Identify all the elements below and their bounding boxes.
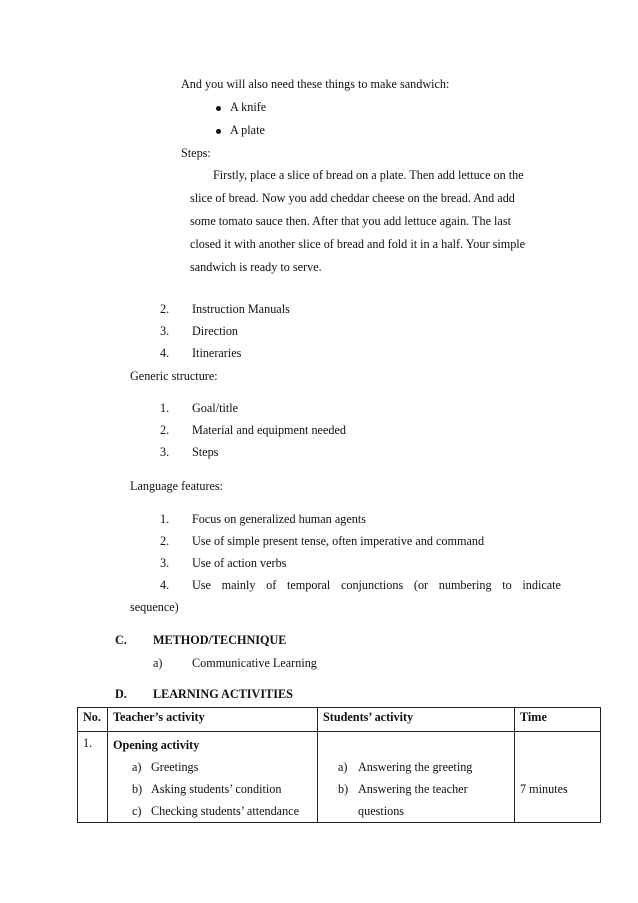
table-row — [78, 732, 601, 823]
bullet-icon — [216, 129, 221, 134]
bullet-icon — [216, 106, 221, 111]
item-text: Checking students’ attendance — [151, 804, 300, 818]
header-students-activity: Students’ activity — [318, 708, 515, 732]
header-no: No. — [78, 708, 108, 732]
word: mainly — [221, 578, 256, 592]
item-text: Answering the teacher — [358, 782, 468, 796]
item-letter: b) — [132, 782, 143, 796]
item-letter: b) — [338, 782, 349, 796]
intro-line: And you will also need these things to make sandwich: — [181, 77, 450, 91]
list-number: 3. — [160, 445, 170, 459]
learning-activities-table — [77, 707, 601, 823]
item-text: Greetings — [151, 760, 199, 774]
item-letter: a) — [132, 760, 142, 774]
generic-structure-label: Generic structure: — [130, 369, 218, 383]
list-number: 3. — [160, 556, 170, 570]
list-number: 1. — [160, 401, 170, 415]
item-letter: c) — [132, 804, 142, 818]
steps-line: some tomato sauce then. After that you add lettuce again. The last — [190, 214, 511, 228]
cell-no — [78, 732, 108, 823]
cell-students-activity — [318, 732, 515, 823]
word: conjunctions — [340, 578, 404, 592]
table-header-row — [78, 708, 601, 732]
list-number: 4. — [160, 346, 170, 360]
item-text: questions — [358, 804, 405, 818]
item-letter: a) — [338, 760, 348, 774]
list-item: Use of simple present tense, often imperative and command — [192, 534, 485, 548]
teacher-activity-title: Opening activity — [113, 738, 200, 752]
list-number: 4. — [160, 578, 170, 592]
cell-teacher-activity — [108, 732, 318, 823]
section-c-title: METHOD/TECHNIQUE — [153, 633, 287, 647]
word: of — [266, 578, 277, 592]
word: numbering — [438, 578, 492, 592]
bullet-item-knife: A knife — [230, 100, 267, 114]
steps-label: Steps: — [181, 146, 211, 160]
cell-time — [515, 732, 601, 823]
section-c-letter: C. — [115, 633, 127, 647]
students-activity-item — [323, 778, 509, 800]
header-time: Time — [515, 708, 601, 732]
list-letter: a) — [153, 656, 163, 670]
list-item: Focus on generalized human agents — [192, 512, 366, 526]
time-value: 7 minutes — [520, 782, 568, 796]
students-activity-item — [323, 800, 509, 822]
word: Use — [192, 578, 211, 592]
steps-line: closed it with another slice of bread and fold it in a half. Your simple — [190, 237, 526, 251]
row-number: 1. — [83, 736, 93, 750]
header-teacher-activity: Teacher’s activity — [108, 708, 318, 732]
list-item: Itineraries — [192, 346, 242, 360]
steps-line: slice of bread. Now you add cheddar cheese on the bread. And add — [190, 191, 515, 205]
list-number: 2. — [160, 534, 170, 548]
list-item: Use of action verbs — [192, 556, 287, 570]
word: to — [502, 578, 512, 592]
list-item: Instruction Manuals — [192, 302, 290, 316]
word: temporal — [286, 578, 331, 592]
list-item: Direction — [192, 324, 239, 338]
steps-line: Firstly, place a slice of bread on a plate. Then add lettuce on the — [213, 168, 524, 182]
item-text: Answering the greeting — [358, 760, 473, 774]
teacher-activity-item — [113, 756, 312, 778]
students-activity-item — [323, 756, 509, 778]
teacher-activity-item — [113, 778, 312, 800]
list-number: 1. — [160, 512, 170, 526]
steps-line: sandwich is ready to serve. — [190, 260, 322, 274]
language-features-label: Language features: — [130, 479, 224, 493]
list-item: Goal/title — [192, 401, 239, 415]
list-item: Material and equipment needed — [192, 423, 346, 437]
list-item-continuation: sequence) — [130, 600, 179, 614]
list-item: Steps — [192, 445, 219, 459]
list-number: 3. — [160, 324, 170, 338]
item-text: Asking students’ condition — [151, 782, 282, 796]
list-item: Communicative Learning — [192, 656, 317, 670]
section-d-letter: D. — [115, 687, 127, 701]
bullet-item-plate: A plate — [230, 123, 265, 137]
word: indicate — [522, 578, 561, 592]
section-d-title: LEARNING ACTIVITIES — [153, 687, 293, 701]
list-number: 2. — [160, 423, 170, 437]
word: (or — [413, 578, 429, 592]
list-number: 2. — [160, 302, 170, 316]
teacher-activity-item — [113, 800, 312, 822]
list-item-justified — [192, 578, 561, 593]
